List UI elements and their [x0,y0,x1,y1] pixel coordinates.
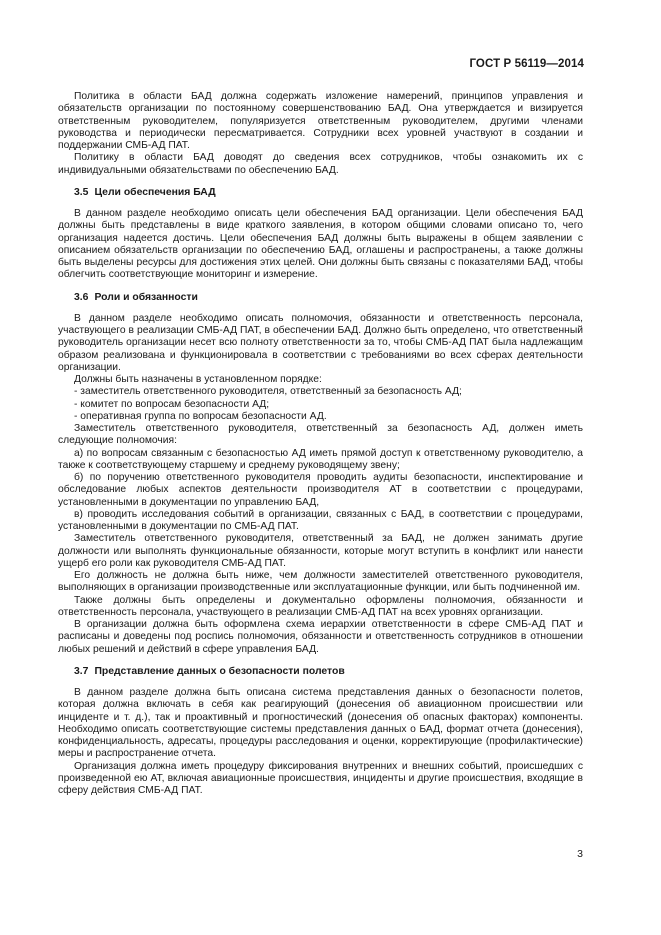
section-heading-3-6 [74,292,583,304]
dash-list-item: - комитет по вопросам безопасности АД; [74,398,270,410]
dash-list-item: - заместитель ответственного руководителя, ответственный за безопасность АД; [74,386,462,398]
section-title: Цели обеспечения БАД [94,186,216,198]
section-3-6-paragraph-4: Заместитель ответственного руководителя, ответственный за БАД, не должен занимать другие должности или выполнять функциональные обязанности, которые могут вступить в конфликт или нанести ущерб его роли как руководителя СМБ-АД ПАТ. [58,533,583,569]
section-number: 3.6 [74,291,89,303]
section-3-6-paragraph-1: В данном разделе необходимо описать полномочия, обязанности и ответственность персонала, участвующего в реализации СМБ-АД ПАТ, в обеспечении БАД. Должно быть определено, что ответственный руководитель организации несет всю полноту ответственности за то, чтобы СМБ-АД ПАТ была надлежащим образом реализована и функционировала в соответствии с требованиями во всех сферах деятельности организации. [58,312,583,373]
section-3-6-paragraph-7: В организации должна быть оформлена схема иерархии ответственности в сфере СМБ-АД ПАТ и расписаны и доведены под роспись полномочия, обязанности и ответственность сотрудников в отношении любых решений и действий в сфере управления БАД. [58,619,583,655]
section-3-6-paragraph-6: Также должны быть определены и документально оформлены полномочия, обязанности и ответственность персонала, участвующего в реализации СМБ-АД ПАТ на всех уровнях организации. [58,594,583,618]
intro-paragraph-2: Политику в области БАД доводят до сведения всех сотрудников, чтобы ознакомить их с индивидуальными обязательствами по обеспечению БАД. [58,152,583,176]
section-heading-3-7 [74,666,583,678]
section-number: 3.7 [74,665,89,677]
section-3-5-paragraph: В данном разделе необходимо описать цели обеспечения БАД организации. Цели обеспечения БАД должны быть представлены в виде краткого заявления, в котором общими словами описано то, чего организация надеется достичь. Цели обеспечения БАД должны быть выражены в общем заявлении с описанием обязательств организации по обеспечению БАД, оглашены и распространены, а также должны быть выделены ресурсы для достижения этих целей. Они должны быть связаны с показателями БАД, чтобы облегчить соответствующие мониторинг и измерение. [58,208,583,281]
section-heading-3-5 [74,187,583,199]
page-number: 3 [577,848,583,860]
intro-paragraph-1: Политика в области БАД должна содержать изложение намерений, принципов управления и обязательств организации по постоянному совершенствованию БАД. Она утверждается и визируется ответственным руководителем, популяризуется ответственным руководителем, другими членами руководства и периодически пересматривается. Сотрудники всех уровней участвуют в создании и поддержании СМБ-АД ПАТ. [58,91,583,151]
lettered-list-item: в) проводить исследования событий в организации, связанных с БАД, в соответствии с процедурами, установленными в документации по СМБ-АД ПАТ. [58,508,583,532]
section-3-7-paragraph-2: Организация должна иметь процедуру фиксирования внутренних и внешних событий, происшедших с произведенной ею АТ, включая авиационные происшествия, инциденты и другие происшествия, входящие в сферу действия СМБ-АД ПАТ. [58,760,583,796]
lettered-list-item: б) по поручению ответственного руководителя проводить аудиты безопасности, инспектирование и обследование любых аспектов деятельности производителя АТ в соответствии с процедурами, установленными в документации по управлению БАД, [58,472,583,508]
section-3-6-paragraph-3: Заместитель ответственного руководителя, ответственный за безопасность АД, должен иметь следующие полномочия: [58,423,583,447]
section-3-7-paragraph-1: В данном разделе должна быть описана система представления данных о безопасности полетов, которая должна включать в себя как реагирующий (донесения об авиационном происшествии или инциденте и т. д.), так и проактивный и прогностический (донесения об опасных факторах) компоненты. Необходимо описать соответствующие системы представления данных о БАД, формат отчета (донесения), конфиденциальность, адресаты, процедуры расследования и оценки, корректирующие (профилактические) меры и распространение отчета. [58,687,583,760]
section-3-6-paragraph-2: Должны быть назначены в установленном порядке: [74,374,322,385]
document-body [58,91,583,797]
section-title: Роли и обязанности [94,291,198,303]
section-number: 3.5 [74,186,89,198]
section-title: Представление данных о безопасности полетов [94,665,345,677]
document-header: ГОСТ Р 56119—2014 [469,58,584,70]
section-3-6-paragraph-5: Его должность не должна быть ниже, чем должности заместителей ответственного руководителя, выполняющих в организации производственные или эксплуатационные функции, или быть подчиненной им. [58,570,583,594]
dash-list-item: - оперативная группа по вопросам безопасности АД. [74,410,327,422]
lettered-list-item: а) по вопросам связанным с безопасностью АД иметь прямой доступ к ответственному руководителю, а также к соответствующему старшему и среднему руководящему звену; [58,447,583,471]
